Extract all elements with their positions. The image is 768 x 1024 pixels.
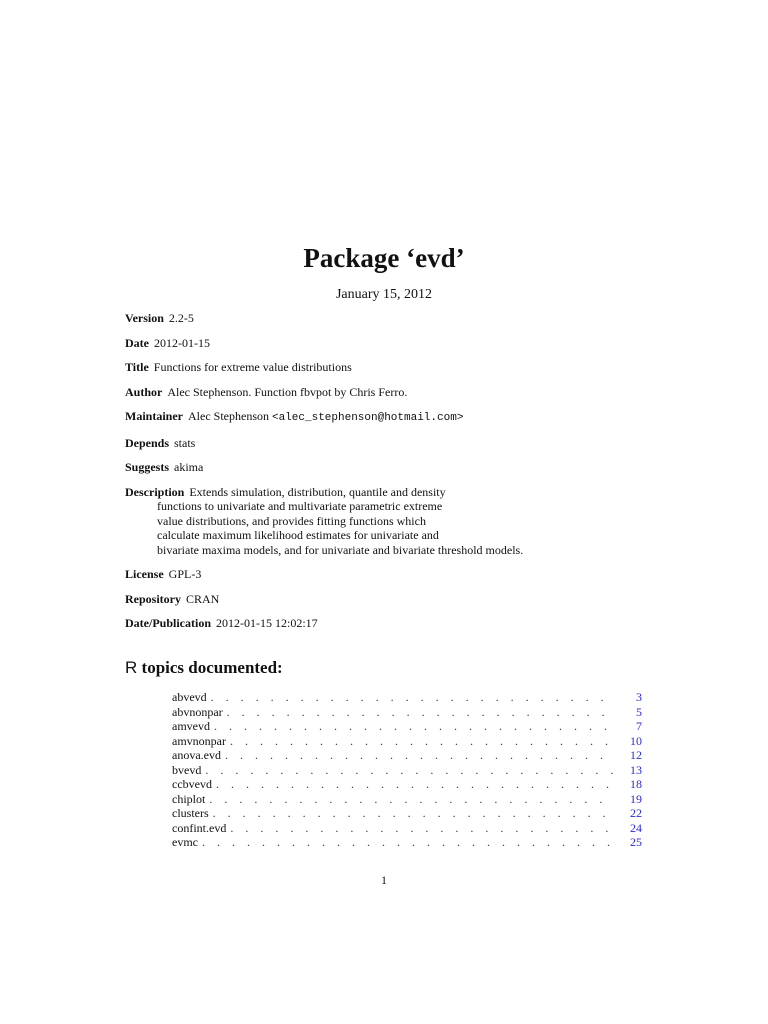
- toc-page-link[interactable]: 7: [636, 719, 642, 733]
- field-value: 2012-01-15: [154, 335, 210, 350]
- toc-page-link[interactable]: 25: [630, 835, 642, 849]
- field-key: Maintainer: [125, 409, 183, 423]
- package-fields: [125, 311, 685, 641]
- toc-leader-dots: [213, 806, 614, 821]
- toc-leader-dots: [227, 705, 614, 720]
- topics-heading-r: R: [125, 658, 138, 677]
- toc-leader-dots: [216, 777, 614, 792]
- field-key: Suggests: [125, 460, 170, 474]
- toc-topic-name: amvevd: [172, 719, 210, 733]
- toc-row-chiplot[interactable]: [172, 792, 642, 807]
- toc-leader-dots: [214, 719, 614, 734]
- field-maintainer: [125, 409, 685, 426]
- field-description: [125, 485, 685, 558]
- toc-topic-name: ccbvevd: [172, 777, 212, 791]
- field-value: stats: [174, 435, 196, 450]
- toc-row-abvnonpar[interactable]: [172, 705, 642, 720]
- field-version: [125, 311, 685, 326]
- toc-leader-dots: [205, 763, 614, 778]
- toc-topic-name: evmc: [172, 835, 198, 849]
- field-title: [125, 360, 685, 375]
- field-key: Date: [125, 335, 149, 350]
- field-key: Repository: [125, 591, 181, 606]
- field-date-publication: [125, 616, 685, 631]
- field-value: 2012-01-15 12:02:17: [216, 616, 318, 630]
- toc-leader-dots: [211, 690, 614, 705]
- toc-topic-name: abvnonpar: [172, 704, 223, 719]
- toc-row-clusters[interactable]: [172, 806, 642, 821]
- toc-page-link[interactable]: 22: [630, 806, 642, 820]
- field-suggests: [125, 460, 685, 475]
- toc-page-link[interactable]: 19: [630, 791, 642, 806]
- field-value: CRAN: [186, 591, 220, 606]
- field-value: Alec Stephenson: [188, 409, 269, 423]
- field-value: akima: [174, 460, 204, 474]
- toc-page-link[interactable]: 18: [630, 777, 642, 791]
- topics-heading-text: topics documented:: [141, 658, 283, 677]
- toc-row-amvevd[interactable]: [172, 719, 642, 734]
- toc-leader-dots: [225, 748, 614, 763]
- description-line: calculate maximum likelihood estimates for univariate and: [157, 528, 439, 542]
- field-key: Depends: [125, 435, 170, 450]
- toc-row-anova-evd[interactable]: [172, 748, 642, 763]
- toc-row-abvevd[interactable]: [172, 690, 642, 705]
- toc-page-link[interactable]: 5: [636, 704, 642, 719]
- field-repository: [125, 592, 685, 607]
- description-line: bivariate maxima models, and for univariate and bivariate threshold models.: [157, 542, 524, 557]
- toc-topic-name: confint.evd: [172, 820, 227, 835]
- toc-topic-name: abvevd: [172, 690, 207, 704]
- toc-leader-dots: [202, 835, 614, 850]
- field-value: GPL-3: [168, 567, 202, 581]
- description-line: Extends simulation, distribution, quantile and density: [189, 484, 446, 499]
- toc-topic-name: clusters: [172, 806, 209, 820]
- toc-topic-name: anova.evd: [172, 748, 221, 762]
- toc-row-amvnonpar[interactable]: [172, 734, 642, 749]
- field-license: [125, 567, 685, 582]
- field-depends: [125, 436, 685, 451]
- topics-heading: [125, 656, 283, 680]
- toc-topic-name: chiplot: [172, 791, 206, 806]
- field-value: Alec Stephenson. Function fbvpot by Chris Ferro.: [167, 384, 408, 399]
- toc-row-ccbvevd[interactable]: [172, 777, 642, 792]
- field-key: Version: [125, 311, 164, 325]
- field-value: Functions for extreme value distributions: [153, 360, 352, 374]
- field-key: Title: [125, 360, 149, 374]
- maintainer-email: <alec_stephenson@hotmail.com>: [271, 412, 464, 424]
- toc-row-evmc[interactable]: [172, 835, 642, 850]
- toc-row-confint-evd[interactable]: [172, 821, 642, 836]
- toc-page-link[interactable]: 12: [630, 748, 642, 762]
- field-value: 2.2-5: [168, 311, 194, 325]
- field-author: [125, 385, 685, 400]
- document-date: January 15, 2012: [335, 287, 433, 302]
- field-key: Author: [125, 384, 163, 399]
- description-line: functions to univariate and multivariate parametric extreme: [157, 499, 443, 513]
- field-key: Date/Publication: [125, 616, 211, 630]
- table-of-contents: [172, 690, 642, 850]
- toc-row-bvevd[interactable]: [172, 763, 642, 778]
- toc-page-link[interactable]: 10: [630, 733, 642, 748]
- field-date: [125, 336, 685, 351]
- document-title: Package ‘evd’: [303, 243, 465, 273]
- toc-page-link[interactable]: 3: [636, 690, 642, 704]
- toc-leader-dots: [209, 792, 614, 807]
- toc-topic-name: amvnonpar: [172, 733, 226, 748]
- field-key: Description: [125, 484, 185, 499]
- toc-page-link[interactable]: 13: [630, 762, 642, 777]
- toc-topic-name: bvevd: [172, 762, 202, 777]
- field-key: License: [125, 567, 164, 581]
- toc-leader-dots: [230, 734, 614, 749]
- toc-leader-dots: [230, 821, 614, 836]
- description-line: value distributions, and provides fitting functions which: [157, 513, 426, 528]
- toc-page-link[interactable]: 24: [630, 820, 642, 835]
- page-number: 1: [381, 873, 387, 887]
